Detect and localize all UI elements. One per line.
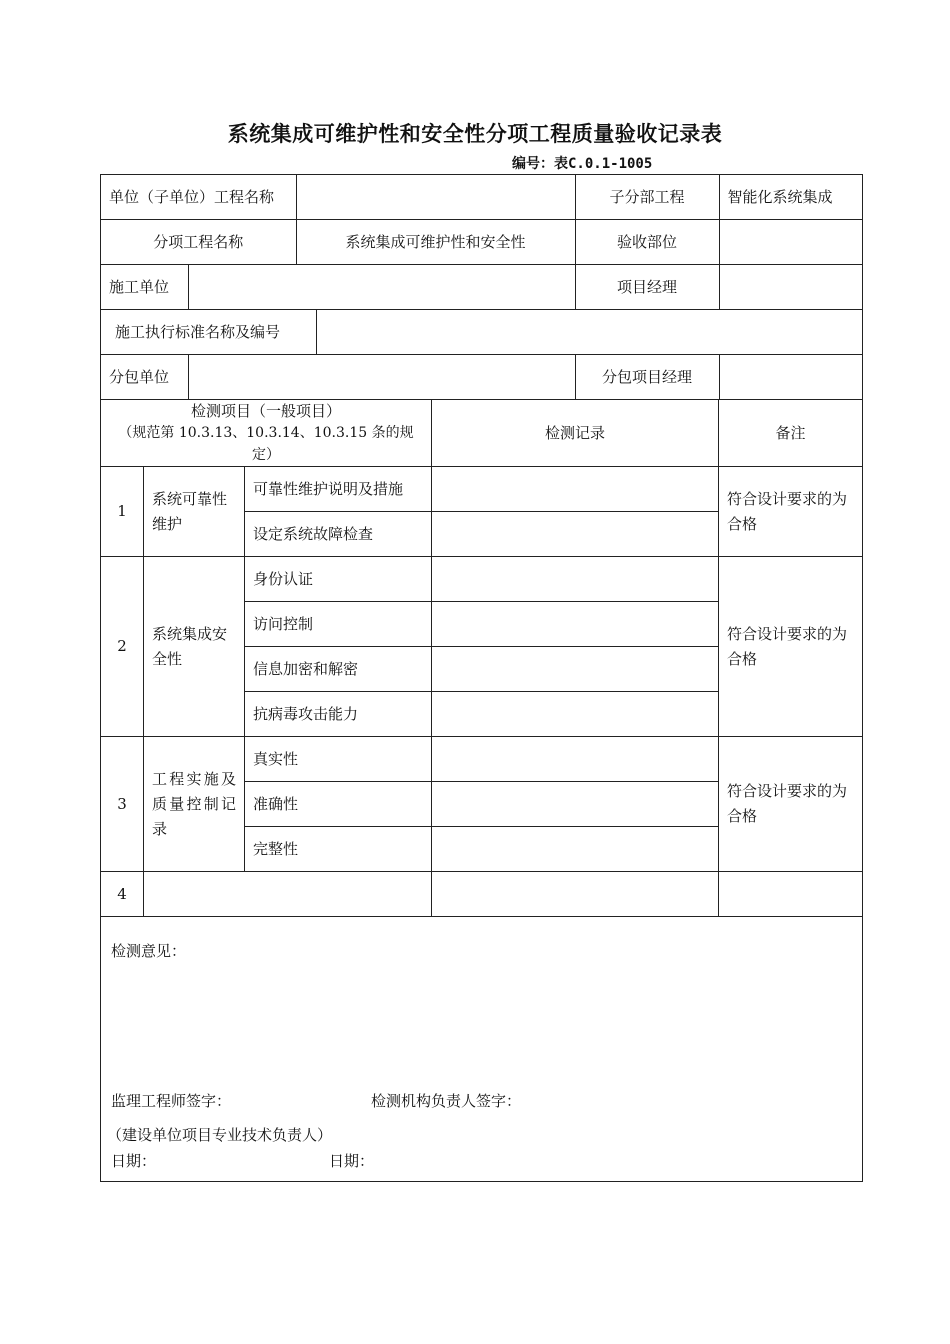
check-item: 信息加密和解密 xyxy=(245,647,432,692)
item-name-value[interactable]: 系统集成可维护性和安全性 xyxy=(296,220,575,264)
group-remark: 符合设计要求的为合格 xyxy=(719,467,863,557)
subcontract-unit-value[interactable] xyxy=(188,355,575,399)
subcontract-manager-value[interactable] xyxy=(719,355,863,399)
extra-item-cell[interactable] xyxy=(144,872,432,917)
subdivision-value[interactable]: 智能化系统集成 xyxy=(727,187,833,206)
construction-unit-value[interactable] xyxy=(188,265,575,309)
check-item: 完整性 xyxy=(245,827,432,872)
subdivision-label: 子分部工程 xyxy=(575,175,719,219)
check-record-cell[interactable] xyxy=(432,827,719,872)
inspection-opinion-block xyxy=(101,917,863,1182)
inspector-signature-label: 检测机构负责人签字： xyxy=(371,1092,522,1110)
group-name: 工程实施及质量控制记录 xyxy=(144,737,245,872)
form-code: 编号：表C.0.1-1005 xyxy=(512,156,653,172)
subcontract-unit-label: 分包单位 xyxy=(101,355,188,399)
header-row-item xyxy=(101,220,863,265)
inspector-date-label: 日期： xyxy=(329,1152,375,1170)
owner-representative-note: （建设单位项目专业技术负责人） xyxy=(107,1126,333,1144)
standard-label: 施工执行标准名称及编号 xyxy=(101,310,316,354)
header-row-construction xyxy=(101,265,863,310)
extra-remark-cell[interactable] xyxy=(719,872,863,917)
check-item: 准确性 xyxy=(245,782,432,827)
acceptance-record-table xyxy=(100,174,863,1182)
project-manager-value[interactable] xyxy=(719,265,863,309)
group-number: 2 xyxy=(101,557,144,737)
remark-column-header: 备注 xyxy=(719,400,863,467)
group-remark: 符合设计要求的为合格 xyxy=(719,737,863,872)
check-record-cell[interactable] xyxy=(432,557,719,602)
supervisor-date-label: 日期： xyxy=(111,1152,157,1170)
opinion-label: 检测意见： xyxy=(111,942,187,960)
group-name: 系统集成安全性 xyxy=(144,557,245,737)
check-item: 设定系统故障检查 xyxy=(245,512,432,557)
group-number: 1 xyxy=(101,467,144,557)
construction-unit-label: 施工单位 xyxy=(101,265,188,309)
unit-name-label: 单位（子单位）工程名称 xyxy=(101,175,296,219)
items-header-line2: （规范第 10.3.13、10.3.14、10.3.15 条的规定） xyxy=(118,425,414,463)
unit-name-value[interactable] xyxy=(296,175,575,219)
check-record-cell[interactable] xyxy=(432,647,719,692)
group-remark: 符合设计要求的为合格 xyxy=(719,557,863,737)
check-record-cell[interactable] xyxy=(432,692,719,737)
check-record-cell[interactable] xyxy=(432,512,719,557)
group-name: 系统可靠性维护 xyxy=(144,467,245,557)
check-item: 可靠性维护说明及措施 xyxy=(245,467,432,512)
acceptance-part-label: 验收部位 xyxy=(575,220,719,264)
check-record-cell[interactable] xyxy=(432,602,719,647)
form-title: 系统集成可维护性和安全性分项工程质量验收记录表 xyxy=(227,121,723,146)
check-record-cell[interactable] xyxy=(432,467,719,512)
subcontract-manager-label: 分包项目经理 xyxy=(575,355,719,399)
acceptance-part-value[interactable] xyxy=(719,220,863,264)
standard-value[interactable] xyxy=(316,310,863,354)
check-record-cell[interactable] xyxy=(432,782,719,827)
items-column-header xyxy=(101,400,432,467)
check-item: 身份认证 xyxy=(245,557,432,602)
group-number: 3 xyxy=(101,737,144,872)
header-row-subcontract xyxy=(101,355,863,400)
item-name-label: 分项工程名称 xyxy=(101,220,296,264)
items-header-line1: 检测项目（一般项目） xyxy=(190,402,341,420)
check-record-cell[interactable] xyxy=(432,737,719,782)
check-item: 抗病毒攻击能力 xyxy=(245,692,432,737)
record-column-header: 检测记录 xyxy=(432,400,719,467)
check-item: 访问控制 xyxy=(245,602,432,647)
supervisor-signature-label: 监理工程师签字： xyxy=(111,1092,232,1110)
project-manager-label: 项目经理 xyxy=(575,265,719,309)
group-number: 4 xyxy=(101,872,144,917)
check-item: 真实性 xyxy=(245,737,432,782)
check-record-cell[interactable] xyxy=(432,872,719,917)
header-row-unit xyxy=(101,175,863,220)
header-row-standard xyxy=(101,310,863,355)
